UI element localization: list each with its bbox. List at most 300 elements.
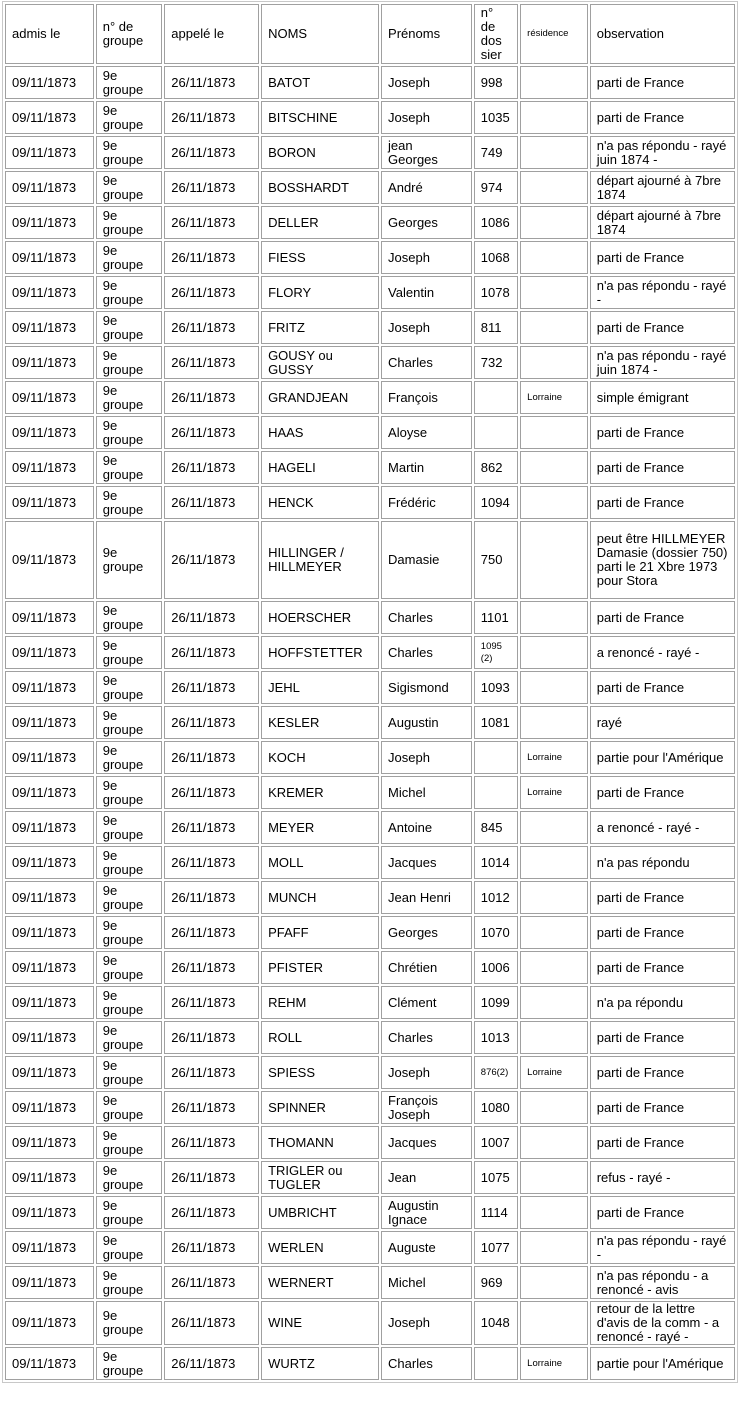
cell-admis: 09/11/1873	[5, 101, 94, 134]
cell-observation: parti de France	[590, 1196, 735, 1229]
table-row	[5, 521, 735, 599]
header-admis: admis le	[5, 4, 94, 64]
cell-prenom: Aloyse	[381, 416, 472, 449]
cell-appele: 26/11/1873	[164, 451, 259, 484]
table-row	[5, 1231, 735, 1264]
cell-appele: 26/11/1873	[164, 171, 259, 204]
cell-dossier: 876(2)	[474, 1056, 518, 1089]
cell-residence	[520, 171, 588, 204]
cell-appele: 26/11/1873	[164, 1347, 259, 1380]
table-row	[5, 1347, 735, 1380]
cell-nom: WINE	[261, 1301, 379, 1345]
cell-observation: n'a pas répondu - rayé juin 1874 -	[590, 346, 735, 379]
cell-appele: 26/11/1873	[164, 1161, 259, 1194]
cell-nom: UMBRICHT	[261, 1196, 379, 1229]
cell-observation: a renoncé - rayé -	[590, 811, 735, 844]
table-row	[5, 951, 735, 984]
cell-admis: 09/11/1873	[5, 1091, 94, 1124]
cell-nom: HOFFSTETTER	[261, 636, 379, 669]
cell-groupe: 9e groupe	[96, 951, 163, 984]
cell-appele: 26/11/1873	[164, 66, 259, 99]
cell-nom: SPINNER	[261, 1091, 379, 1124]
cell-prenom: Joseph	[381, 741, 472, 774]
cell-appele: 26/11/1873	[164, 241, 259, 274]
cell-groupe: 9e groupe	[96, 381, 163, 414]
cell-prenom: Joseph	[381, 101, 472, 134]
cell-appele: 26/11/1873	[164, 101, 259, 134]
cell-dossier: 1075	[474, 1161, 518, 1194]
cell-prenom: Antoine	[381, 811, 472, 844]
cell-admis: 09/11/1873	[5, 486, 94, 519]
cell-residence	[520, 1231, 588, 1264]
cell-observation: parti de France	[590, 1126, 735, 1159]
cell-admis: 09/11/1873	[5, 916, 94, 949]
cell-nom: BITSCHINE	[261, 101, 379, 134]
cell-nom: THOMANN	[261, 1126, 379, 1159]
table-row	[5, 1161, 735, 1194]
cell-dossier: 1099	[474, 986, 518, 1019]
cell-dossier: 1101	[474, 601, 518, 634]
cell-prenom: Frédéric	[381, 486, 472, 519]
cell-nom: SPIESS	[261, 1056, 379, 1089]
cell-prenom: Jean	[381, 1161, 472, 1194]
cell-nom: HENCK	[261, 486, 379, 519]
cell-groupe: 9e groupe	[96, 1161, 163, 1194]
cell-dossier: 1114	[474, 1196, 518, 1229]
table-row	[5, 811, 735, 844]
cell-observation: a renoncé - rayé -	[590, 636, 735, 669]
cell-observation: peut être HILLMEYER Damasie (dossier 750) parti le 21 Xbre 1973 pour Stora	[590, 521, 735, 599]
header-row	[5, 4, 735, 64]
cell-groupe: 9e groupe	[96, 206, 163, 239]
cell-residence: Lorraine	[520, 741, 588, 774]
cell-groupe: 9e groupe	[96, 916, 163, 949]
cell-nom: KREMER	[261, 776, 379, 809]
cell-groupe: 9e groupe	[96, 1126, 163, 1159]
cell-admis: 09/11/1873	[5, 1056, 94, 1089]
cell-residence	[520, 451, 588, 484]
cell-admis: 09/11/1873	[5, 671, 94, 704]
cell-residence	[520, 1091, 588, 1124]
cell-groupe: 9e groupe	[96, 986, 163, 1019]
cell-nom: WURTZ	[261, 1347, 379, 1380]
cell-observation: parti de France	[590, 671, 735, 704]
cell-residence	[520, 1021, 588, 1054]
header-noms: NOMS	[261, 4, 379, 64]
cell-appele: 26/11/1873	[164, 1231, 259, 1264]
cell-nom: WERNERT	[261, 1266, 379, 1299]
cell-appele: 26/11/1873	[164, 1091, 259, 1124]
cell-dossier: 1081	[474, 706, 518, 739]
cell-dossier	[474, 1347, 518, 1380]
cell-residence	[520, 1126, 588, 1159]
table-row	[5, 916, 735, 949]
cell-admis: 09/11/1873	[5, 346, 94, 379]
header-appele: appelé le	[164, 4, 259, 64]
cell-prenom: Jean Henri	[381, 881, 472, 914]
cell-admis: 09/11/1873	[5, 741, 94, 774]
cell-admis: 09/11/1873	[5, 811, 94, 844]
cell-dossier	[474, 776, 518, 809]
cell-dossier: 998	[474, 66, 518, 99]
cell-dossier: 1078	[474, 276, 518, 309]
cell-prenom: André	[381, 171, 472, 204]
cell-residence	[520, 846, 588, 879]
cell-prenom: Valentin	[381, 276, 472, 309]
cell-observation: n'a pa répondu	[590, 986, 735, 1019]
table-row	[5, 136, 735, 169]
cell-admis: 09/11/1873	[5, 451, 94, 484]
cell-observation: parti de France	[590, 241, 735, 274]
table-row	[5, 1056, 735, 1089]
cell-residence	[520, 706, 588, 739]
cell-residence	[520, 986, 588, 1019]
header-groupe: n° de groupe	[96, 4, 163, 64]
cell-appele: 26/11/1873	[164, 381, 259, 414]
cell-groupe: 9e groupe	[96, 776, 163, 809]
table-row	[5, 1126, 735, 1159]
cell-dossier: 974	[474, 171, 518, 204]
cell-admis: 09/11/1873	[5, 276, 94, 309]
cell-observation: parti de France	[590, 311, 735, 344]
cell-observation: simple émigrant	[590, 381, 735, 414]
cell-dossier	[474, 416, 518, 449]
cell-residence: Lorraine	[520, 776, 588, 809]
header-prenoms: Prénoms	[381, 4, 472, 64]
cell-residence: Lorraine	[520, 1347, 588, 1380]
cell-observation: parti de France	[590, 776, 735, 809]
cell-appele: 26/11/1873	[164, 916, 259, 949]
table-row	[5, 416, 735, 449]
cell-prenom: Damasie	[381, 521, 472, 599]
header-dossier: n° de dos sier	[474, 4, 518, 64]
cell-groupe: 9e groupe	[96, 346, 163, 379]
cell-observation: parti de France	[590, 101, 735, 134]
cell-admis: 09/11/1873	[5, 1021, 94, 1054]
cell-nom: TRIGLER ou TUGLER	[261, 1161, 379, 1194]
cell-prenom: Joseph	[381, 311, 472, 344]
cell-prenom: François	[381, 381, 472, 414]
cell-dossier: 1012	[474, 881, 518, 914]
cell-observation: n'a pas répondu	[590, 846, 735, 879]
table-row	[5, 381, 735, 414]
cell-admis: 09/11/1873	[5, 636, 94, 669]
cell-residence	[520, 486, 588, 519]
cell-groupe: 9e groupe	[96, 311, 163, 344]
cell-residence	[520, 276, 588, 309]
cell-admis: 09/11/1873	[5, 1196, 94, 1229]
cell-groupe: 9e groupe	[96, 741, 163, 774]
cell-residence	[520, 1301, 588, 1345]
cell-prenom: Clément	[381, 986, 472, 1019]
cell-admis: 09/11/1873	[5, 311, 94, 344]
cell-admis: 09/11/1873	[5, 136, 94, 169]
cell-residence: Lorraine	[520, 381, 588, 414]
cell-nom: HILLINGER / HILLMEYER	[261, 521, 379, 599]
cell-groupe: 9e groupe	[96, 1056, 163, 1089]
cell-dossier	[474, 741, 518, 774]
cell-prenom: Charles	[381, 636, 472, 669]
cell-nom: WERLEN	[261, 1231, 379, 1264]
cell-residence	[520, 811, 588, 844]
cell-dossier: 811	[474, 311, 518, 344]
cell-prenom: Martin	[381, 451, 472, 484]
cell-observation: départ ajourné à 7bre 1874	[590, 206, 735, 239]
cell-observation: n'a pas répondu - rayé juin 1874 -	[590, 136, 735, 169]
cell-admis: 09/11/1873	[5, 206, 94, 239]
cell-nom: REHM	[261, 986, 379, 1019]
cell-prenom: Michel	[381, 1266, 472, 1299]
cell-appele: 26/11/1873	[164, 1021, 259, 1054]
table-row	[5, 706, 735, 739]
cell-admis: 09/11/1873	[5, 416, 94, 449]
cell-observation: parti de France	[590, 916, 735, 949]
cell-appele: 26/11/1873	[164, 1266, 259, 1299]
table-row	[5, 346, 735, 379]
cell-dossier: 732	[474, 346, 518, 379]
table-row	[5, 1021, 735, 1054]
table-row	[5, 276, 735, 309]
cell-nom: MEYER	[261, 811, 379, 844]
cell-groupe: 9e groupe	[96, 486, 163, 519]
cell-prenom: Charles	[381, 1021, 472, 1054]
cell-nom: FLORY	[261, 276, 379, 309]
cell-dossier: 1080	[474, 1091, 518, 1124]
cell-dossier: 750	[474, 521, 518, 599]
cell-admis: 09/11/1873	[5, 381, 94, 414]
cell-appele: 26/11/1873	[164, 636, 259, 669]
cell-nom: PFISTER	[261, 951, 379, 984]
cell-dossier: 1014	[474, 846, 518, 879]
cell-prenom: Joseph	[381, 241, 472, 274]
cell-observation: départ ajourné à 7bre 1874	[590, 171, 735, 204]
cell-residence	[520, 101, 588, 134]
cell-prenom: Charles	[381, 346, 472, 379]
table-row	[5, 601, 735, 634]
cell-groupe: 9e groupe	[96, 1091, 163, 1124]
cell-observation: n'a pas répondu - a renoncé - avis	[590, 1266, 735, 1299]
cell-dossier: 845	[474, 811, 518, 844]
cell-observation: parti de France	[590, 601, 735, 634]
table-row	[5, 206, 735, 239]
cell-nom: HAAS	[261, 416, 379, 449]
cell-nom: HAGELI	[261, 451, 379, 484]
table-row	[5, 66, 735, 99]
cell-groupe: 9e groupe	[96, 171, 163, 204]
cell-appele: 26/11/1873	[164, 486, 259, 519]
cell-observation: partie pour l'Amérique	[590, 1347, 735, 1380]
cell-appele: 26/11/1873	[164, 881, 259, 914]
cell-nom: BORON	[261, 136, 379, 169]
cell-prenom: Joseph	[381, 1056, 472, 1089]
table-row	[5, 1091, 735, 1124]
header-residence: résidence	[520, 4, 588, 64]
cell-appele: 26/11/1873	[164, 951, 259, 984]
table-row	[5, 846, 735, 879]
cell-appele: 26/11/1873	[164, 1126, 259, 1159]
cell-prenom: Augustin Ignace	[381, 1196, 472, 1229]
cell-groupe: 9e groupe	[96, 276, 163, 309]
cell-residence	[520, 346, 588, 379]
cell-dossier: 969	[474, 1266, 518, 1299]
cell-residence	[520, 206, 588, 239]
cell-appele: 26/11/1873	[164, 136, 259, 169]
cell-admis: 09/11/1873	[5, 1266, 94, 1299]
cell-dossier: 1068	[474, 241, 518, 274]
cell-residence	[520, 881, 588, 914]
cell-groupe: 9e groupe	[96, 1347, 163, 1380]
cell-nom: GOUSY ou GUSSY	[261, 346, 379, 379]
table-row	[5, 1266, 735, 1299]
cell-prenom: Chrétien	[381, 951, 472, 984]
cell-dossier: 862	[474, 451, 518, 484]
cell-admis: 09/11/1873	[5, 1301, 94, 1345]
cell-nom: BATOT	[261, 66, 379, 99]
cell-admis: 09/11/1873	[5, 241, 94, 274]
cell-residence	[520, 1196, 588, 1229]
cell-dossier	[474, 381, 518, 414]
cell-residence	[520, 601, 588, 634]
cell-residence	[520, 521, 588, 599]
cell-prenom: François Joseph	[381, 1091, 472, 1124]
table-row	[5, 451, 735, 484]
table-body	[5, 66, 735, 1380]
cell-groupe: 9e groupe	[96, 101, 163, 134]
cell-observation: parti de France	[590, 486, 735, 519]
cell-appele: 26/11/1873	[164, 1301, 259, 1345]
cell-appele: 26/11/1873	[164, 601, 259, 634]
cell-groupe: 9e groupe	[96, 416, 163, 449]
table-row	[5, 311, 735, 344]
cell-appele: 26/11/1873	[164, 206, 259, 239]
cell-groupe: 9e groupe	[96, 636, 163, 669]
cell-nom: PFAFF	[261, 916, 379, 949]
cell-prenom: Charles	[381, 601, 472, 634]
admissions-table	[2, 1, 738, 1383]
cell-prenom: Charles	[381, 1347, 472, 1380]
cell-nom: FIESS	[261, 241, 379, 274]
cell-prenom: Jacques	[381, 846, 472, 879]
cell-dossier: 1006	[474, 951, 518, 984]
cell-residence	[520, 1161, 588, 1194]
cell-admis: 09/11/1873	[5, 881, 94, 914]
cell-prenom: Jacques	[381, 1126, 472, 1159]
table-row	[5, 101, 735, 134]
cell-dossier: 1007	[474, 1126, 518, 1159]
cell-residence	[520, 951, 588, 984]
cell-admis: 09/11/1873	[5, 846, 94, 879]
table-row	[5, 241, 735, 274]
cell-residence	[520, 416, 588, 449]
cell-admis: 09/11/1873	[5, 601, 94, 634]
table-row	[5, 636, 735, 669]
cell-observation: partie pour l'Amérique	[590, 741, 735, 774]
cell-admis: 09/11/1873	[5, 1231, 94, 1264]
cell-groupe: 9e groupe	[96, 671, 163, 704]
cell-appele: 26/11/1873	[164, 986, 259, 1019]
table-row	[5, 986, 735, 1019]
cell-nom: BOSSHARDT	[261, 171, 379, 204]
cell-admis: 09/11/1873	[5, 986, 94, 1019]
cell-residence	[520, 636, 588, 669]
table-row	[5, 741, 735, 774]
cell-groupe: 9e groupe	[96, 136, 163, 169]
cell-appele: 26/11/1873	[164, 416, 259, 449]
table-row	[5, 776, 735, 809]
table-row	[5, 671, 735, 704]
cell-observation: parti de France	[590, 1021, 735, 1054]
cell-nom: KOCH	[261, 741, 379, 774]
cell-prenom: Auguste	[381, 1231, 472, 1264]
cell-prenom: Augustin	[381, 706, 472, 739]
cell-admis: 09/11/1873	[5, 1347, 94, 1380]
cell-groupe: 9e groupe	[96, 1301, 163, 1345]
cell-prenom: Michel	[381, 776, 472, 809]
cell-prenom: Joseph	[381, 1301, 472, 1345]
cell-prenom: Joseph	[381, 66, 472, 99]
cell-appele: 26/11/1873	[164, 1056, 259, 1089]
cell-nom: DELLER	[261, 206, 379, 239]
cell-nom: ROLL	[261, 1021, 379, 1054]
cell-dossier: 1070	[474, 916, 518, 949]
cell-observation: parti de France	[590, 881, 735, 914]
cell-nom: HOERSCHER	[261, 601, 379, 634]
cell-nom: JEHL	[261, 671, 379, 704]
cell-groupe: 9e groupe	[96, 1196, 163, 1229]
cell-admis: 09/11/1873	[5, 521, 94, 599]
cell-nom: FRITZ	[261, 311, 379, 344]
cell-residence: Lorraine	[520, 1056, 588, 1089]
cell-observation: retour de la lettre d'avis de la comm - a renoncé - rayé -	[590, 1301, 735, 1345]
cell-residence	[520, 311, 588, 344]
cell-dossier: 1094	[474, 486, 518, 519]
cell-prenom: Georges	[381, 206, 472, 239]
cell-admis: 09/11/1873	[5, 1126, 94, 1159]
cell-nom: MOLL	[261, 846, 379, 879]
cell-residence	[520, 136, 588, 169]
table-row	[5, 1196, 735, 1229]
cell-observation: parti de France	[590, 416, 735, 449]
header-observation: observation	[590, 4, 735, 64]
cell-groupe: 9e groupe	[96, 1266, 163, 1299]
cell-observation: parti de France	[590, 951, 735, 984]
cell-admis: 09/11/1873	[5, 66, 94, 99]
cell-dossier: 1035	[474, 101, 518, 134]
cell-observation: parti de France	[590, 1056, 735, 1089]
cell-appele: 26/11/1873	[164, 276, 259, 309]
cell-residence	[520, 671, 588, 704]
cell-groupe: 9e groupe	[96, 1021, 163, 1054]
cell-groupe: 9e groupe	[96, 706, 163, 739]
cell-groupe: 9e groupe	[96, 881, 163, 914]
cell-dossier: 1093	[474, 671, 518, 704]
cell-appele: 26/11/1873	[164, 741, 259, 774]
cell-admis: 09/11/1873	[5, 776, 94, 809]
cell-appele: 26/11/1873	[164, 706, 259, 739]
cell-observation: n'a pas répondu - rayé -	[590, 1231, 735, 1264]
cell-groupe: 9e groupe	[96, 846, 163, 879]
cell-groupe: 9e groupe	[96, 66, 163, 99]
cell-dossier: 749	[474, 136, 518, 169]
cell-appele: 26/11/1873	[164, 776, 259, 809]
table-row	[5, 881, 735, 914]
cell-dossier: 1086	[474, 206, 518, 239]
cell-groupe: 9e groupe	[96, 811, 163, 844]
cell-observation: parti de France	[590, 66, 735, 99]
cell-appele: 26/11/1873	[164, 346, 259, 379]
cell-admis: 09/11/1873	[5, 171, 94, 204]
cell-appele: 26/11/1873	[164, 671, 259, 704]
